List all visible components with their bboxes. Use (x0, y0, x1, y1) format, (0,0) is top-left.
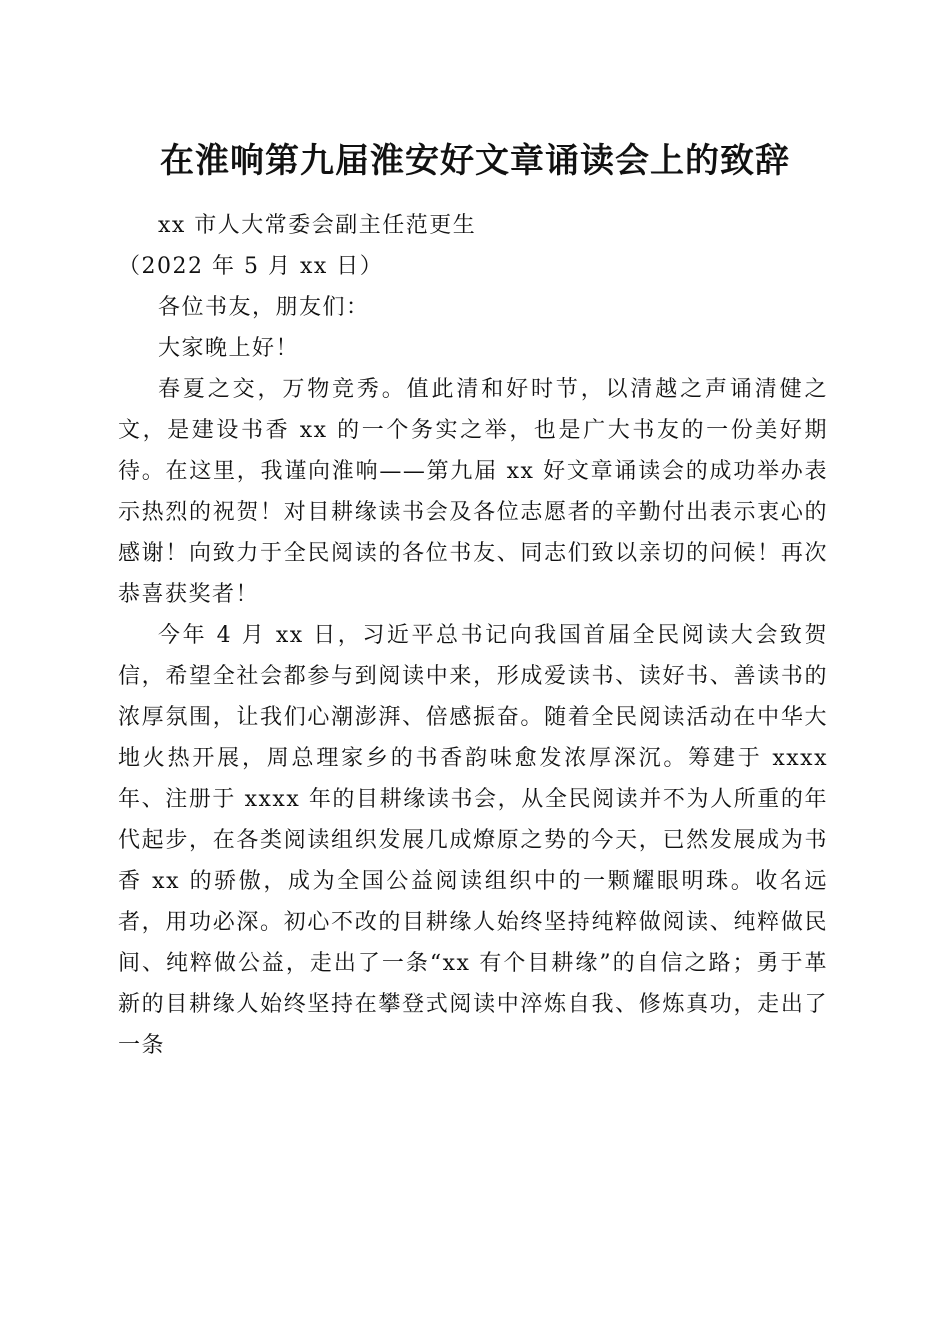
document-body (118, 205, 828, 1066)
date-line: （2022 年 5 月 xx 日） (118, 254, 384, 279)
body-paragraph: 春夏之交，万物竞秀。值此清和好时节，以清越之声诵清健之文，是建设书香 xx 的一个务实之举，也是广大书友的一份美好期待。在这里，我谨向淮响——第九届 xx 好文章诵读会的成功举办表示热烈的祝贺！对目耕缘读书会及各位志愿者的辛勤付出表示衷心的感谢！向致力于全民阅读的各位书友、同志们致以亲切的问候！再次恭喜获奖者！ (118, 377, 828, 607)
salutation-line: 各位书友，朋友们： (158, 295, 370, 320)
greeting-line: 大家晚上好！ (158, 336, 300, 361)
speaker-line: xx 市人大常委会副主任范更生 (158, 213, 477, 238)
body-paragraph: 今年 4 月 xx 日，习近平总书记向我国首届全民阅读大会致贺信，希望全社会都参与到阅读中来，形成爱读书、读好书、善读书的浓厚氛围，让我们心潮澎湃、倍感振奋。随着全民阅读活动在中华大地火热开展，周总理家乡的书香韵味愈发浓厚深沉。筹建于 xxxx 年、注册于 xxxx 年的目耕缘读书会，从全民阅读并不为人所重的年代起步，在各类阅读组织发展几成燎原之势的今天，已然发展成为书香 xx 的骄傲，成为全国公益阅读组织中的一颗耀眼明珠。收名远者，用功必深。初心不改的目耕缘人始终坚持纯粹做阅读、纯粹做民间、纯粹做公益，走出了一条“xx 有个目耕缘”的自信之路；勇于革新的目耕缘人始终坚持在攀登式阅读中淬炼自我、修炼真功，走出了一条 (118, 623, 828, 1058)
document-title: 在淮响第九届淮安好文章诵读会上的致辞 (160, 141, 790, 181)
